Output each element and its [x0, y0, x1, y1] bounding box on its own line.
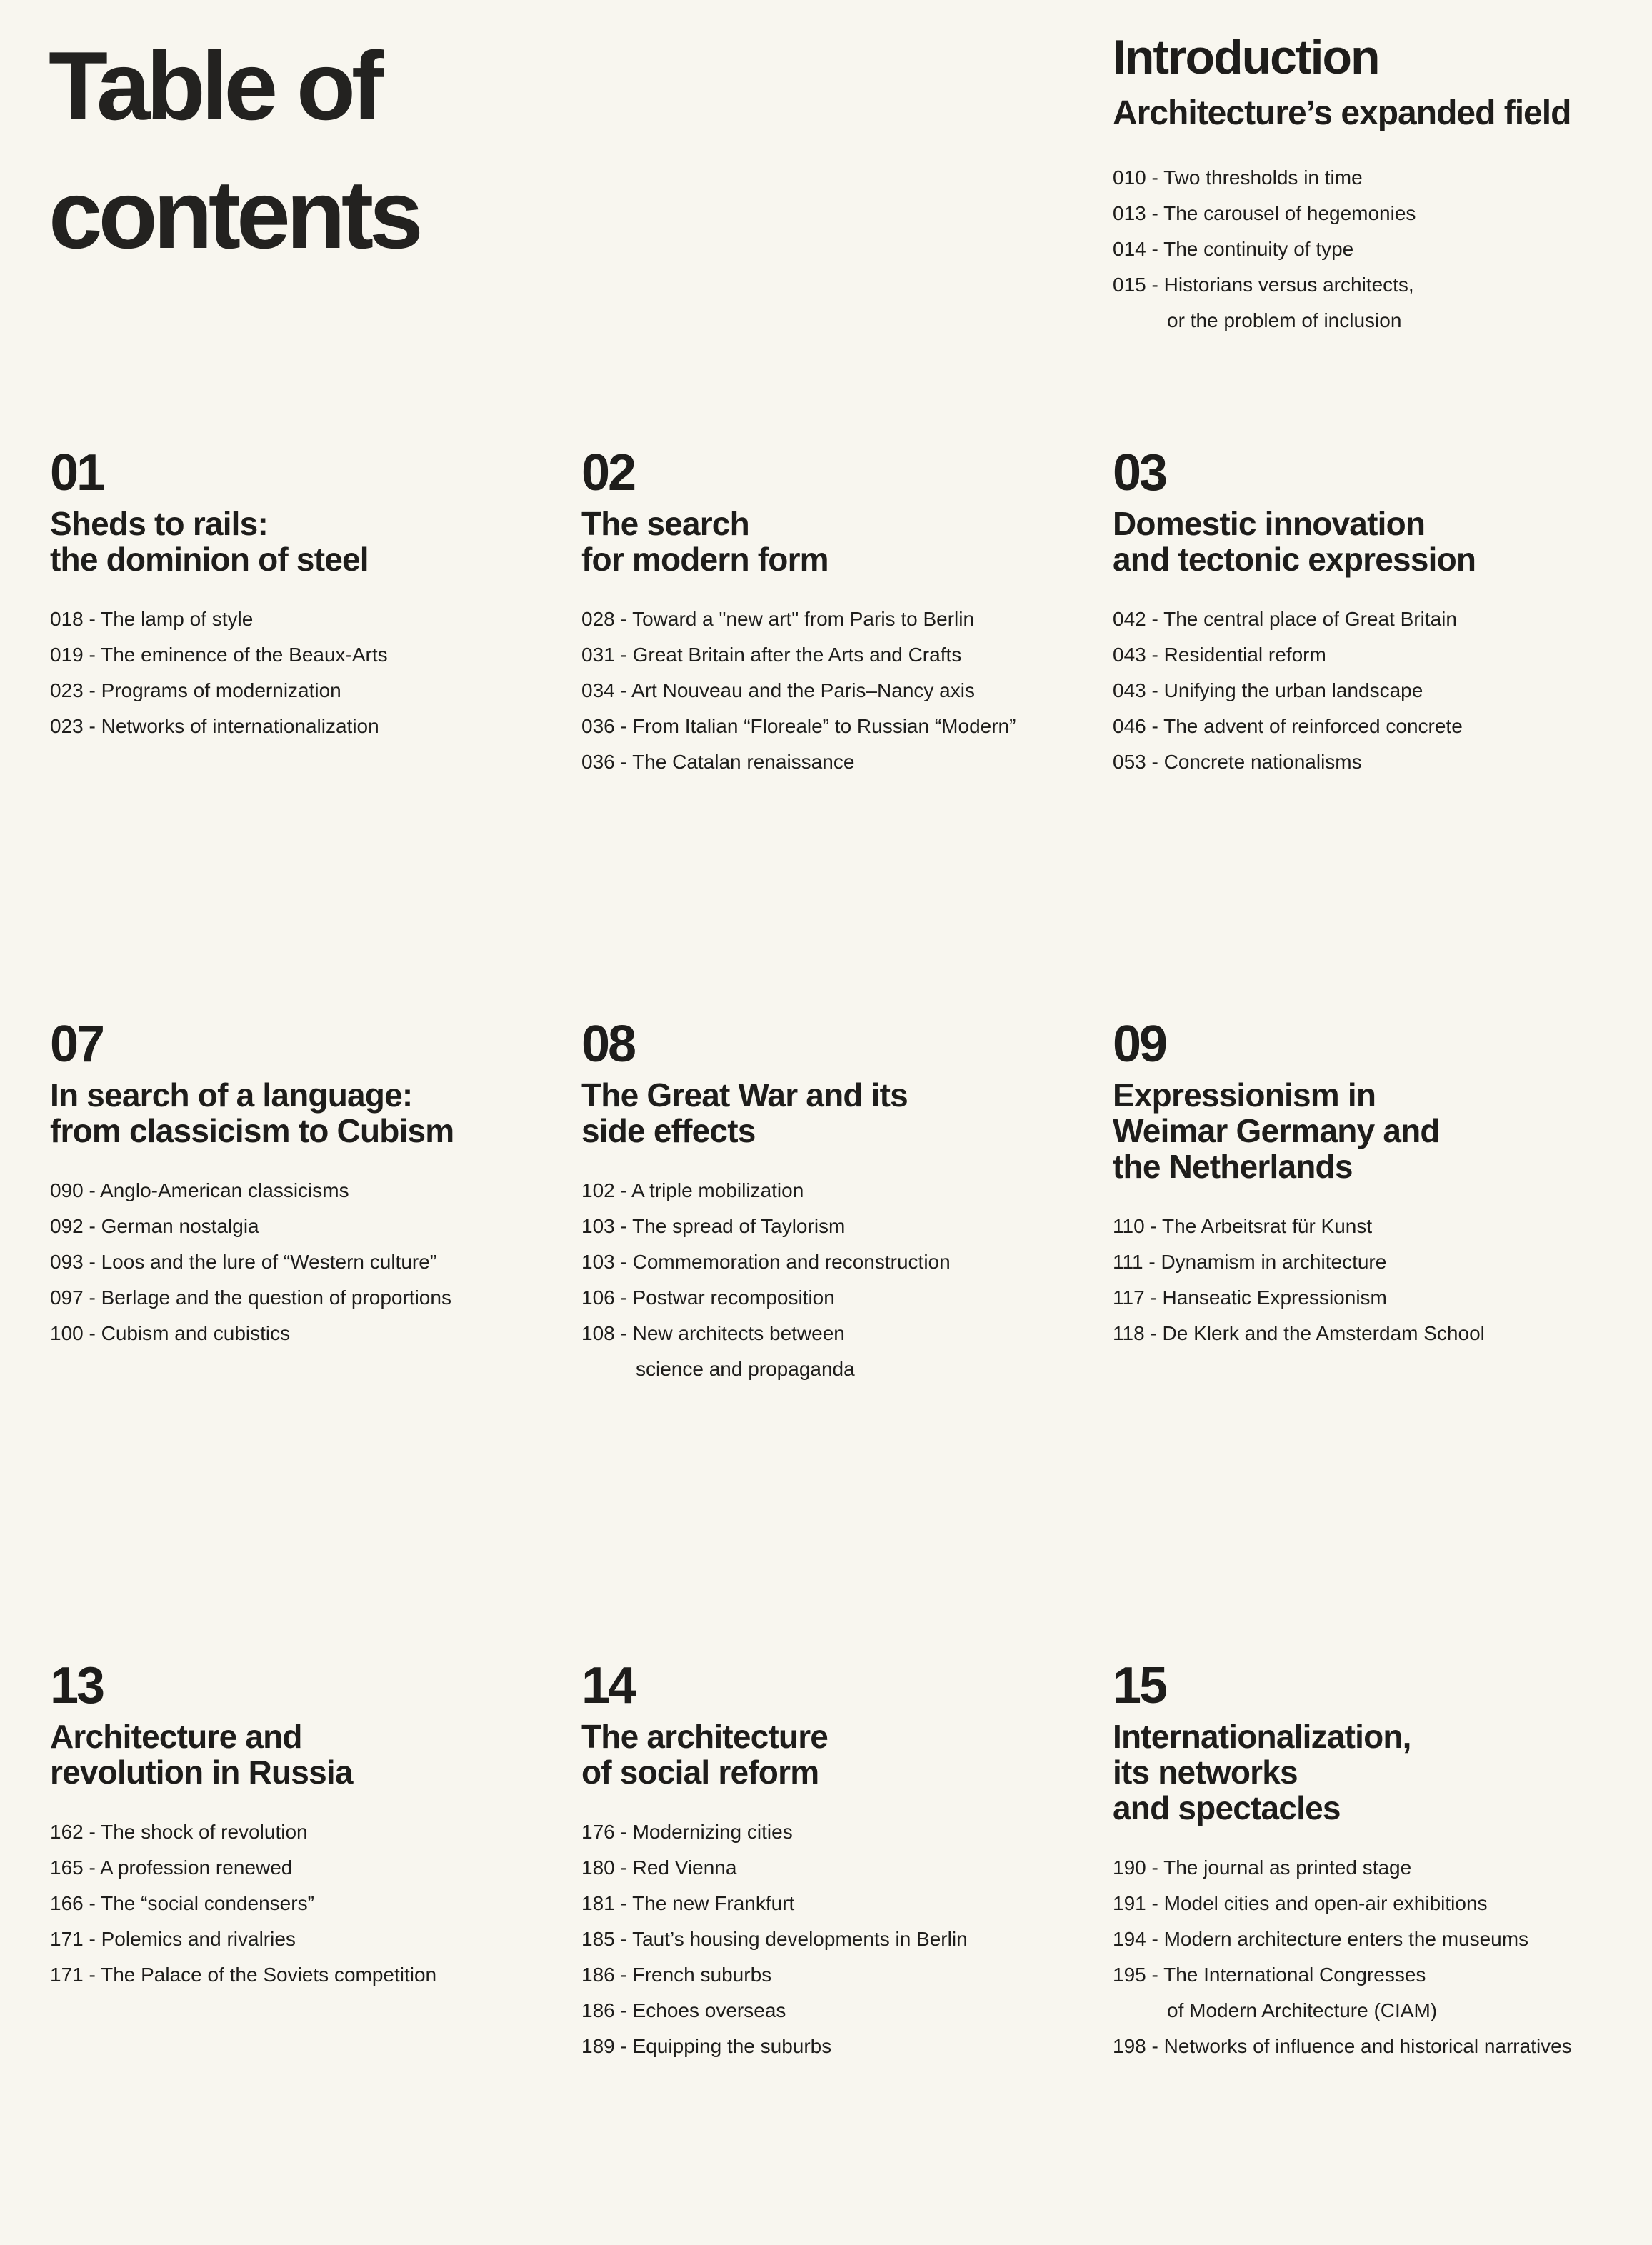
toc-entry[interactable]: [1113, 601, 1627, 637]
chapter-07: [50, 1016, 564, 1351]
entry-text: 103 - The spread of Taylorism: [581, 1215, 846, 1237]
chapter-02: [581, 444, 1096, 780]
entry-text: 111 - Dynamism in architecture: [1113, 1251, 1387, 1273]
entry-text: 097 - Berlage and the question of proportions: [50, 1286, 451, 1309]
toc-entry[interactable]: [1113, 1244, 1627, 1280]
entry-text: 162 - The shock of revolution: [50, 1821, 308, 1843]
chapter-title: Expressionism in Weimar Germany and the Netherlands: [1113, 1076, 1440, 1185]
toc-entry[interactable]: [1113, 196, 1627, 231]
chapter-15: [1113, 1657, 1627, 2064]
chapter-01: [50, 444, 564, 744]
entry-text: 010 - Two thresholds in time: [1113, 166, 1363, 189]
chapter-number: 08: [581, 1016, 635, 1073]
toc-entry[interactable]: [581, 637, 1096, 673]
chapter-08: [581, 1016, 1096, 1387]
toc-entry[interactable]: [581, 744, 1096, 780]
toc-entry[interactable]: [50, 1244, 564, 1280]
toc-entry[interactable]: [50, 1209, 564, 1244]
toc-entry[interactable]: [1113, 637, 1627, 673]
chapter-number: 13: [50, 1657, 104, 1714]
toc-entry[interactable]: [1113, 1957, 1627, 2029]
toc-entry[interactable]: [581, 1886, 1096, 1921]
introduction-heading: Introduction: [1113, 30, 1379, 84]
entry-text: 015 - Historians versus architects,: [1113, 274, 1414, 296]
chapter-number: 01: [50, 444, 104, 501]
toc-entry[interactable]: [1113, 1209, 1627, 1244]
toc-entry[interactable]: [581, 2029, 1096, 2064]
toc-entry[interactable]: [1113, 1316, 1627, 1351]
chapter-entries: [581, 1814, 1096, 2064]
chapter-number: 03: [1113, 444, 1166, 501]
entry-text: 176 - Modernizing cities: [581, 1821, 793, 1843]
chapter-number: 09: [1113, 1016, 1166, 1073]
chapter-entries: [1113, 601, 1627, 780]
entry-continuation: or the problem of inclusion: [1167, 309, 1402, 331]
entry-text: 185 - Taut’s housing developments in Berlin: [581, 1928, 968, 1950]
chapter-entries: [1113, 1850, 1627, 2064]
toc-entry[interactable]: [581, 1244, 1096, 1280]
entry-continuation: science and propaganda: [636, 1358, 855, 1380]
entry-text: 180 - Red Vienna: [581, 1856, 737, 1879]
chapter-14: [581, 1657, 1096, 2064]
toc-entry[interactable]: [581, 1316, 1096, 1387]
toc-entry[interactable]: [581, 709, 1096, 744]
chapter-09: [1113, 1016, 1627, 1351]
toc-entry[interactable]: [1113, 231, 1627, 267]
chapter-number: 07: [50, 1016, 104, 1073]
entry-text: 186 - French suburbs: [581, 1964, 772, 1986]
toc-entry[interactable]: [581, 1209, 1096, 1244]
entry-text: 028 - Toward a "new art" from Paris to Berlin: [581, 608, 975, 630]
toc-entry[interactable]: [1113, 267, 1627, 339]
chapter-title: The architecture of social reform: [581, 1718, 828, 1791]
entry-text: 036 - From Italian “Floreale” to Russian “Modern”: [581, 715, 1016, 737]
chapter-title: The Great War and its side effects: [581, 1076, 908, 1149]
introduction-entries: [1113, 160, 1627, 339]
entry-text: 103 - Commemoration and reconstruction: [581, 1251, 951, 1273]
entry-text: 102 - A triple mobilization: [581, 1179, 804, 1201]
entry-text: 034 - Art Nouveau and the Paris–Nancy axis: [581, 679, 975, 701]
entry-text: 013 - The carousel of hegemonies: [1113, 202, 1416, 224]
toc-entry[interactable]: [581, 1814, 1096, 1850]
entry-text: 166 - The “social condensers”: [50, 1892, 314, 1914]
entry-text: 019 - The eminence of the Beaux-Arts: [50, 644, 388, 666]
introduction-subtitle: Architecture’s expanded field: [1113, 94, 1571, 132]
entry-text: 014 - The continuity of type: [1113, 238, 1354, 260]
entry-text: 117 - Hanseatic Expressionism: [1113, 1286, 1387, 1309]
chapter-title: Domestic innovation and tectonic expression: [1113, 505, 1476, 578]
entry-text: 043 - Residential reform: [1113, 644, 1326, 666]
toc-entry[interactable]: [50, 637, 564, 673]
toc-entry[interactable]: [1113, 1850, 1627, 1886]
toc-entry[interactable]: [581, 1993, 1096, 2029]
page-title: Table of contents: [49, 31, 419, 269]
entry-text: 110 - The Arbeitsrat für Kunst: [1113, 1215, 1373, 1237]
chapter-13: [50, 1657, 564, 1993]
toc-entry[interactable]: [50, 1280, 564, 1316]
toc-entry[interactable]: [50, 1850, 564, 1886]
entry-text: 198 - Networks of influence and historical narratives: [1113, 2035, 1572, 2057]
chapter-number: 14: [581, 1657, 635, 1714]
chapter-entries: [50, 1173, 564, 1351]
chapter-entries: [581, 1173, 1096, 1387]
introduction-section: [1113, 26, 1627, 339]
toc-entry[interactable]: [1113, 160, 1627, 196]
toc-entry[interactable]: [1113, 2029, 1627, 2064]
entry-text: 190 - The journal as printed stage: [1113, 1856, 1412, 1879]
entry-text: 036 - The Catalan renaissance: [581, 751, 855, 773]
entry-text: 108 - New architects between: [581, 1322, 845, 1344]
entry-text: 018 - The lamp of style: [50, 608, 254, 630]
chapter-entries: [581, 601, 1096, 780]
entry-text: 189 - Equipping the suburbs: [581, 2035, 832, 2057]
chapter-entries: [50, 1814, 564, 1993]
toc-entry[interactable]: [50, 673, 564, 709]
chapter-number: 15: [1113, 1657, 1166, 1714]
toc-entry[interactable]: [50, 1921, 564, 1957]
entry-text: 191 - Model cities and open-air exhibitions: [1113, 1892, 1488, 1914]
entry-text: 043 - Unifying the urban landscape: [1113, 679, 1423, 701]
toc-entry[interactable]: [50, 1886, 564, 1921]
toc-entry[interactable]: [50, 1957, 564, 1993]
entry-text: 100 - Cubism and cubistics: [50, 1322, 291, 1344]
chapter-title: Internationalization, its networks and spectacles: [1113, 1718, 1411, 1826]
chapter-title: In search of a language: from classicism to Cubism: [50, 1076, 454, 1149]
toc-entry[interactable]: [1113, 1280, 1627, 1316]
entry-text: 195 - The International Congresses: [1113, 1964, 1426, 1986]
entry-continuation: of Modern Architecture (CIAM): [1167, 1999, 1438, 2021]
chapter-title: Sheds to rails: the dominion of steel: [50, 505, 369, 578]
toc-entry[interactable]: [581, 601, 1096, 637]
toc-entry[interactable]: [581, 673, 1096, 709]
chapter-entries: [1113, 1209, 1627, 1351]
entry-text: 053 - Concrete nationalisms: [1113, 751, 1362, 773]
entry-text: 092 - German nostalgia: [50, 1215, 259, 1237]
entry-text: 023 - Networks of internationalization: [50, 715, 379, 737]
entry-text: 118 - De Klerk and the Amsterdam School: [1113, 1322, 1485, 1344]
toc-entry[interactable]: [581, 1850, 1096, 1886]
entry-text: 171 - Polemics and rivalries: [50, 1928, 296, 1950]
entry-text: 046 - The advent of reinforced concrete: [1113, 715, 1463, 737]
toc-entry[interactable]: [1113, 1921, 1627, 1957]
toc-entry[interactable]: [50, 709, 564, 744]
entry-text: 171 - The Palace of the Soviets competition: [50, 1964, 437, 1986]
toc-entry[interactable]: [581, 1921, 1096, 1957]
entry-text: 165 - A profession renewed: [50, 1856, 293, 1879]
toc-entry[interactable]: [1113, 1886, 1627, 1921]
toc-entry[interactable]: [1113, 673, 1627, 709]
entry-text: 042 - The central place of Great Britain: [1113, 608, 1457, 630]
entry-text: 181 - The new Frankfurt: [581, 1892, 795, 1914]
toc-entry[interactable]: [581, 1957, 1096, 1993]
entry-text: 093 - Loos and the lure of “Western culture”: [50, 1251, 437, 1273]
entry-text: 186 - Echoes overseas: [581, 1999, 786, 2021]
entry-text: 031 - Great Britain after the Arts and Crafts: [581, 644, 962, 666]
toc-entry[interactable]: [581, 1280, 1096, 1316]
toc-entry[interactable]: [50, 1316, 564, 1351]
toc-entry[interactable]: [50, 601, 564, 637]
toc-entry[interactable]: [50, 1173, 564, 1209]
chapter-title: The search for modern form: [581, 505, 828, 578]
toc-entry[interactable]: [1113, 709, 1627, 744]
toc-entry[interactable]: [50, 1814, 564, 1850]
chapter-entries: [50, 601, 564, 744]
chapter-03: [1113, 444, 1627, 780]
chapter-number: 02: [581, 444, 635, 501]
entry-text: 090 - Anglo-American classicisms: [50, 1179, 349, 1201]
entry-text: 023 - Programs of modernization: [50, 679, 341, 701]
toc-entry[interactable]: [581, 1173, 1096, 1209]
entry-text: 194 - Modern architecture enters the museums: [1113, 1928, 1529, 1950]
chapter-title: Architecture and revolution in Russia: [50, 1718, 353, 1791]
toc-entry[interactable]: [1113, 744, 1627, 780]
entry-text: 106 - Postwar recomposition: [581, 1286, 835, 1309]
